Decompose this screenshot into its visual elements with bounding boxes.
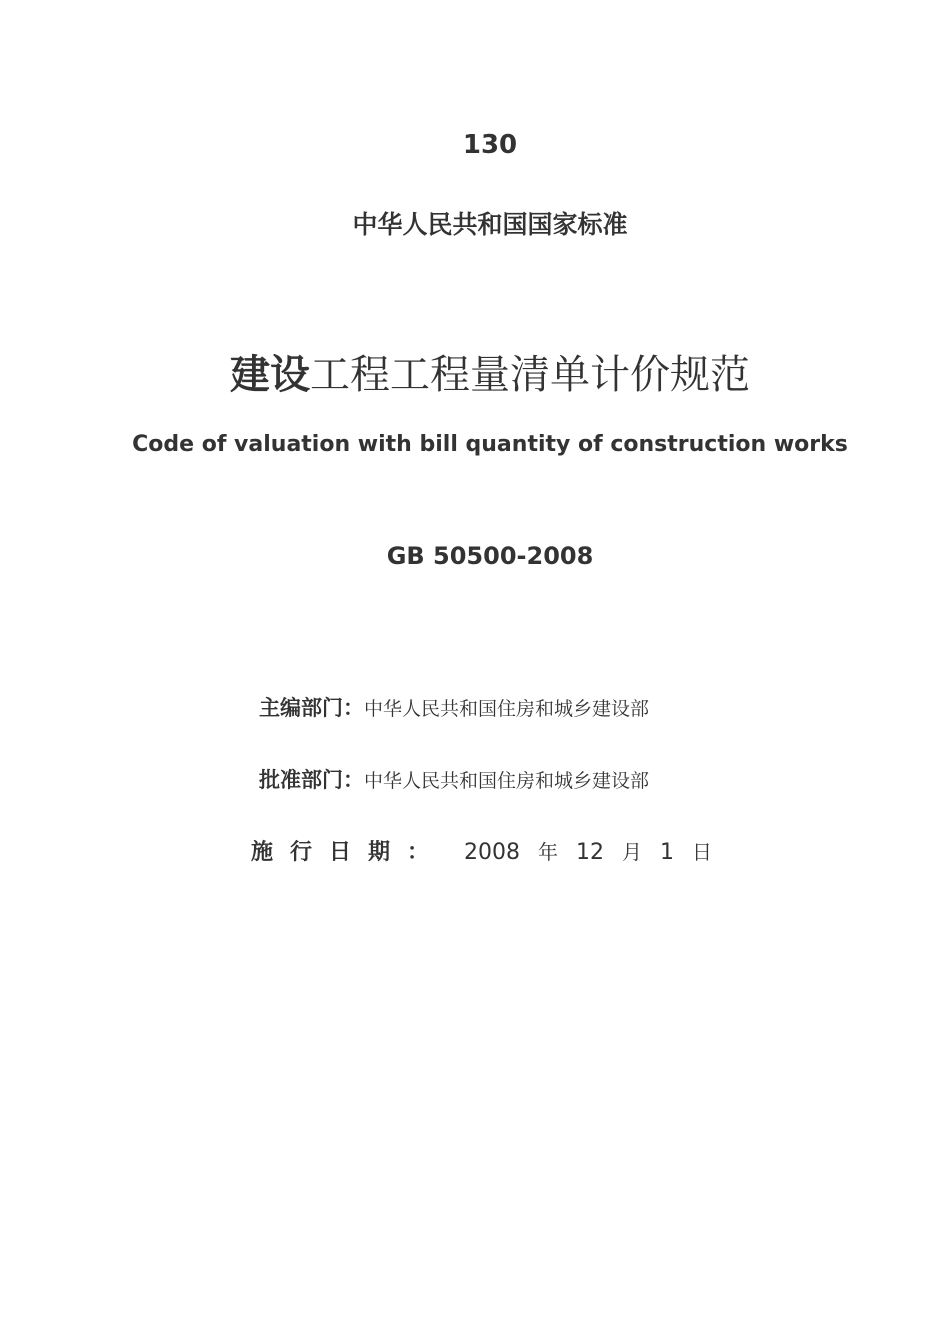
effective-date-year-unit: 年: [538, 840, 559, 864]
document-title-cn: [0, 343, 950, 400]
document-title-cn-bold: 建设: [230, 351, 310, 398]
approver-label: 批准部门：: [259, 768, 364, 792]
editor-label: 主编部门：: [259, 696, 364, 720]
effective-date-year: 2008: [464, 840, 521, 865]
editor-value: 中华人民共和国住房和城乡建设部: [364, 698, 650, 720]
document-title-cn-rest: 工程工程量清单计价规范: [310, 352, 750, 398]
approver-row: [259, 764, 649, 794]
standard-code: GB 50500-2008: [386, 542, 594, 570]
approver-value: 中华人民共和国住房和城乡建设部: [364, 770, 650, 792]
effective-date-label: 施行日期：: [251, 840, 447, 865]
effective-date-row: [251, 835, 712, 866]
effective-date-month-unit: 月: [622, 840, 643, 864]
effective-date-month: 12: [576, 840, 605, 865]
classification-number: 130: [462, 130, 518, 160]
effective-date-day-unit: 日: [692, 840, 713, 864]
standard-type: 中华人民共和国国家标准: [352, 210, 628, 239]
effective-date-day: 1: [660, 840, 675, 865]
editor-row: [259, 692, 649, 722]
document-title-en: Code of valuation with bill quantity of construction works: [132, 432, 848, 457]
